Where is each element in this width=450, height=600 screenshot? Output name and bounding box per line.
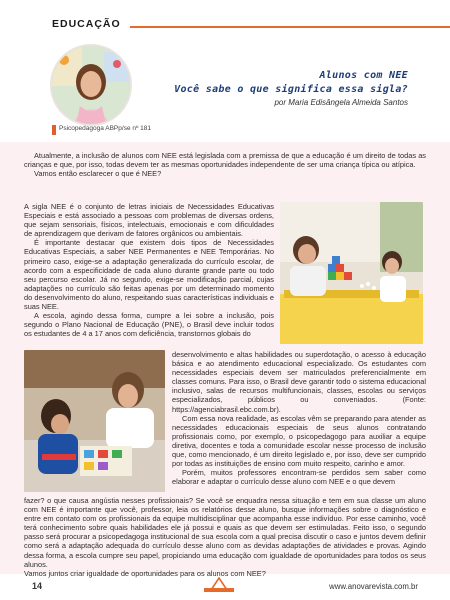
intro-block <box>24 151 426 178</box>
credential-marker <box>52 125 56 135</box>
paragraph-tipos: É importante destacar que existem dois tipos de Necessidades Educativas Especiais, a saber NEE Permanentes e NEE Temporárias. No primeiro caso, exige-se a adaptação generalizada do currículo escolar, de acordo com a especificidade de cada aluno durante grande parte ou todo seu percurso escolar. Já no segundo, exige-se modificação parcial, cujas adaptações no currículo são feitas apenas por um determinado momento do desenvolvimento do aluno, respeitando suas características individuais e suas NEE. <box>24 238 274 312</box>
credential-text: Psicopedagoga ABPp/se nº 181 <box>59 125 151 132</box>
author-avatar <box>50 44 132 126</box>
paragraph-realidade: Com essa nova realidade, as escolas vêm se preparando para atender as necessidades educacionais especiais de seus alunos contratando profissionais como, por exemplo, o psicopedagogo para auxiliar a equipe diretiva, docentes e toda a comunidade escolar nesse processo de inclusão que, como mencionado, é um direito legislado e, por isso, deve ser cumprido por todas as instituições de ensino com muito respeito, carinho e amor. <box>172 413 426 469</box>
article-title: Alunos com NEE <box>319 70 408 81</box>
paragraph-porem-continued: fazer? o que causa angústia nesses profissionais? Se você se enquadra nessa situação e tem em sua classe um aluno com NEE é importante que você, professor, leia os relatórios desse aluno, busque informações sobre o diagnóstico e entre em contato com os profissionais da equipe multidisciplinar que acompanha esse indivíduo. Por esse caminho, você terá conhecimento sobre quais habilidades ele já possui e quais as que devem ser estimuladas. Feito isso, o segundo passo será procurar a psicopedagoga institucional de sua escola com a qual precisa discutir o caso e juntos devem definir como será a adaptação adequada do currículo desse aluno com as devidas adaptações de atividades e provas. Agindo dessa forma, a escola cumpre seu papel, propiciando uma educação com igualdade de oportunidades para todos os seus alunos. <box>24 496 426 569</box>
section-label: EDUCAÇÃO <box>52 18 121 30</box>
page-number: 14 <box>32 581 43 591</box>
left-column-block <box>24 202 274 338</box>
author-credential <box>52 124 172 136</box>
paragraph-porem-start: Porém, muitos professores encontram-se perdidos sem saber como elaborar e adaptar o currículo desse aluno com NEE e o que devem <box>172 468 426 487</box>
article-byline: por Maria Edisângela Almeida Santos <box>274 98 408 107</box>
paragraph-escola-continued: desenvolvimento e altas habilidades ou superdotação, o acesso à educação básica e ao atendimento educacional especializado. Os estudantes com necessidades especiais devem ser matriculados preferencialmente em classes comuns. Para isso, o Brasil deve garantir todo o sistema educacional inclusivo, salas de recursos multifuncionais, classes, escolas ou serviços especializados, públicos ou conveniados. (Fonte: https://agenciabrasil.ebc.com.br). <box>172 350 426 414</box>
article-subtitle: Você sabe o que significa essa sigla? <box>174 84 408 95</box>
section-divider <box>130 26 450 28</box>
paragraph-question: Vamos então esclarecer o que é NEE? <box>34 169 162 179</box>
right-column-block <box>172 350 426 486</box>
paragraph-escola-start: A escola, agindo dessa forma, cumpre a lei sobre a inclusão, pois segundo o Plano Nacional de Educação (PNE), o Brasil deve incluir todos os estudantes de 4 a 17 anos com deficiência, transtornos globais do <box>24 311 274 339</box>
paragraph-final: Vamos juntos criar igualdade de oportunidades para os alunos com NEE? <box>24 568 266 578</box>
magazine-logo <box>200 577 238 593</box>
magazine-url: www.anovarevista.com.br <box>329 582 418 591</box>
paragraph-intro: Atualmente, a inclusão de alunos com NEE está legislada com a premissa de que a educação é um direito de todas as crianças e que, por isso, todas devem ter as mesmas oportunidades independente de ser uma criança típica ou atípica. <box>24 151 426 170</box>
bottom-block <box>24 496 426 578</box>
paragraph-sigla: A sigla NEE é o conjunto de letras iniciais de Necessidades Educativas Especiais e está associado a pessoas com problemas de diversas ordens, que sejam sensoriais, físicos, intelectuais, emocionais e com dificuldades de aprendizagem que derivam de fatores orgânicos ou ambientais. <box>24 202 274 239</box>
tutoring-photo <box>24 350 165 492</box>
classroom-photo <box>280 202 423 344</box>
